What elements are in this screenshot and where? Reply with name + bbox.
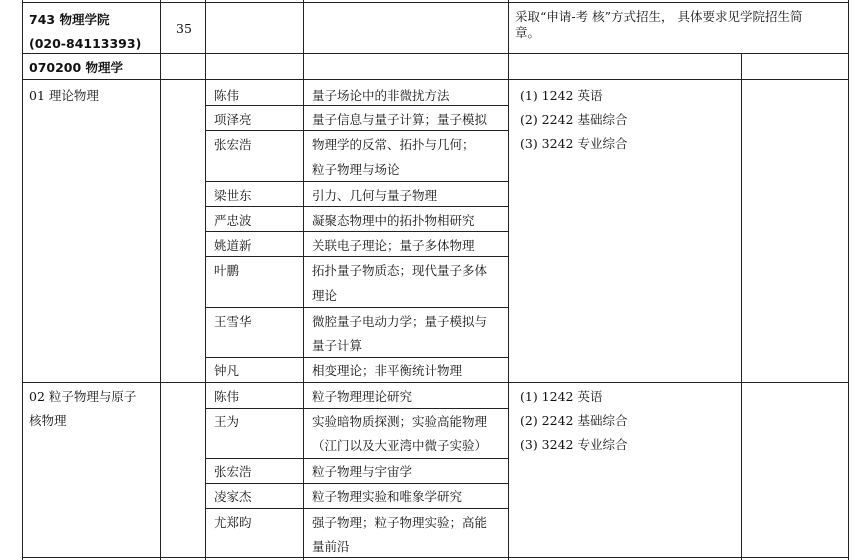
sup-row-border [205, 307, 508, 308]
research-field: 拓扑量子物质态；现代量子多体 [312, 263, 488, 278]
research-field: 实验暗物质探测；实验高能物理 [312, 414, 488, 429]
exam-subject: (3) 3242 专业综合 [520, 437, 628, 452]
research-field: 理论 [312, 288, 338, 303]
direction-name: 01 理论物理 [29, 88, 99, 103]
research-field: 关联电子理论；量子多体物理 [312, 238, 475, 253]
exam-subject: (3) 3242 专业综合 [520, 136, 628, 151]
supervisor-name: 严忠波 [214, 213, 252, 228]
major-title: 070200 物理学 [29, 60, 124, 75]
supervisor-name: 张宏浩 [214, 137, 252, 152]
college-note: 采取“申请-考 核”方式招生， 具体要求见学院招生简 [515, 9, 803, 24]
research-field: 粒子物理理论研究 [312, 389, 413, 404]
exam-subject: (2) 2242 基础综合 [520, 413, 628, 428]
supervisor-name: 王为 [214, 414, 240, 429]
supervisor-name: 王雪华 [214, 314, 252, 329]
column-border [303, 0, 304, 560]
research-field: 粒子物理实验和唯象学研究 [312, 489, 463, 504]
supervisor-name: 张宏浩 [214, 464, 252, 479]
column-border [741, 53, 742, 560]
research-field: 粒子物理与宇宙学 [312, 464, 413, 479]
exam-subject: (2) 2242 基础综合 [520, 112, 628, 127]
research-field: 粒子物理与场论 [312, 162, 400, 177]
exam-subject: (1) 1242 英语 [520, 88, 603, 103]
exam-subject: (1) 1242 英语 [520, 389, 603, 404]
college-row-bottom-border [22, 53, 848, 54]
college-quota: 35 [176, 21, 192, 36]
table-bottom-border [22, 557, 848, 558]
research-field: 凝聚态物理中的拓扑物相研究 [312, 213, 475, 228]
direction-name: 02 粒子物理与原子 [29, 389, 137, 404]
table-left-border [22, 0, 23, 560]
research-field: 物理学的反常、拓扑与几何； [312, 137, 475, 152]
supervisor-name: 陈伟 [214, 88, 240, 103]
research-field: 量前沿 [312, 539, 350, 554]
column-border [160, 0, 161, 560]
column-border [508, 0, 509, 560]
research-field: 量子场论中的非微扰方法 [312, 88, 450, 103]
supervisor-name: 尤郑昀 [214, 515, 252, 530]
table-top-border [22, 2, 848, 3]
direction-name: 核物理 [29, 413, 67, 428]
research-field: 量子计算 [312, 338, 363, 353]
table-right-border [848, 0, 849, 560]
supervisor-name: 陈伟 [214, 389, 240, 404]
college-note: 章。 [515, 25, 541, 40]
research-field: 量子信息与量子计算；量子模拟 [312, 112, 488, 127]
college-name: 743 物理学院 [29, 12, 110, 27]
supervisor-name: 凌家杰 [214, 489, 252, 504]
supervisor-name: 姚道新 [214, 238, 252, 253]
research-field: 微腔量子电动力学；量子模拟与 [312, 314, 488, 329]
research-field: 强子物理；粒子物理实验；高能 [312, 515, 488, 530]
supervisor-name: 梁世东 [214, 188, 252, 203]
research-field: 相变理论；非平衡统计物理 [312, 363, 463, 378]
supervisor-name: 钟凡 [214, 363, 240, 378]
research-field: 引力、几何与量子物理 [312, 188, 438, 203]
research-field: （江门以及大亚湾中微子实验） [312, 438, 488, 453]
major-row-bottom-border [22, 79, 848, 80]
supervisor-name: 叶鹏 [214, 263, 240, 278]
column-border [205, 0, 206, 560]
college-phone: (020-84113393) [29, 36, 142, 51]
supervisor-name: 项泽亮 [214, 112, 252, 127]
